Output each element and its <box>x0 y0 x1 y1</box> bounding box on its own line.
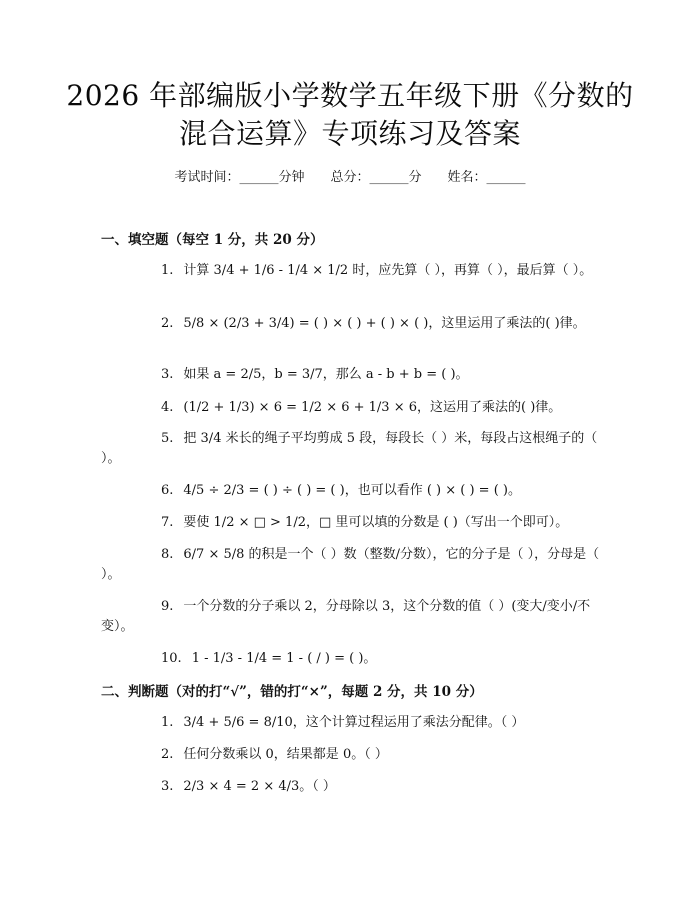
question-number: 1. <box>161 263 174 278</box>
question-item <box>101 597 601 637</box>
total-score-field: 总分：______分 <box>330 170 422 185</box>
question-text: 3/4 + 5/6 = 8/10，这个计算过程运用了乘法分配律。（ ） <box>183 715 525 730</box>
exam-info <box>0 169 700 187</box>
question-item <box>101 365 601 385</box>
question-item <box>101 777 601 797</box>
question-text: 计算 3/4 + 1/6 - 1/4 × 1/2 时，应先算（ ），再算（ ），最后算（ ）。 <box>183 263 593 278</box>
question-number: 3. <box>161 367 174 382</box>
question-text: 2/3 × 4 = 2 × 4/3。（ ） <box>183 779 336 794</box>
question-text: 1 - 1/3 - 1/4 = 1 - ( / ) = ( )。 <box>191 651 377 666</box>
question-item <box>101 261 601 281</box>
question-text: 5/8 × (2/3 + 3/4) = ( ) × ( ) + ( ) × ( )，这里运用了乘法的( )律。 <box>183 316 586 331</box>
question-text: 任何分数乘以 0，结果都是 0。（ ） <box>183 747 388 762</box>
question-text: 如果 a = 2/5，b = 3/7，那么 a - b + b = ( )。 <box>183 367 469 382</box>
question-item <box>101 481 601 501</box>
question-text: 要使 1/2 × □ > 1/2，□ 里可以填的分数是 ( )（写出一个即可）。 <box>183 515 569 530</box>
document-title-line-2: 混合运算》专项练习及答案 <box>178 117 521 150</box>
question-number: 10. <box>161 651 182 666</box>
question-number: 3. <box>161 779 174 794</box>
section-heading-true-false: 二、判断题（对的打“√”，错的打“×”，每题 2 分，共 10 分） <box>101 684 483 700</box>
question-number: 6. <box>161 483 174 498</box>
question-text: 6/7 × 5/8 的积是一个（ ）数（整数/分数），它的分子是（ ），分母是（ ）。 <box>101 547 600 582</box>
question-item <box>101 429 601 469</box>
document-title-line-1: 2026 年部编版小学数学五年级下册《分数的 <box>66 79 634 112</box>
question-item <box>101 745 601 765</box>
question-text: 4/5 ÷ 2/3 = ( ) ÷ ( ) = ( )，也可以看作 ( ) × ( ) = ( )。 <box>183 483 521 498</box>
question-item <box>101 398 601 418</box>
question-text: 把 3/4 米长的绳子平均剪成 5 段，每段长（ ）米，每段占这根绳子的（ ）。 <box>101 431 598 466</box>
question-text: 一个分数的分子乘以 2，分母除以 3，这个分数的值（ ）(变大/变小/不变）。 <box>101 599 591 634</box>
question-number: 5. <box>161 431 174 446</box>
question-number: 9. <box>161 599 174 614</box>
question-number: 2. <box>161 316 174 331</box>
question-item <box>101 713 601 733</box>
question-item <box>101 513 601 533</box>
section-heading-fill-in: 一、填空题（每空 1 分，共 20 分） <box>101 232 324 248</box>
question-number: 8. <box>161 547 174 562</box>
question-number: 2. <box>161 747 174 762</box>
question-item <box>101 545 601 585</box>
question-text: (1/2 + 1/3) × 6 = 1/2 × 6 + 1/3 × 6，这运用了乘法的( )律。 <box>183 400 562 415</box>
question-number: 1. <box>161 715 174 730</box>
question-item <box>101 649 601 669</box>
student-name-field: 姓名：______ <box>447 170 526 185</box>
exam-time-field: 考试时间：______分钟 <box>174 170 305 185</box>
question-number: 7. <box>161 515 174 530</box>
question-number: 4. <box>161 400 174 415</box>
question-item <box>101 314 601 334</box>
